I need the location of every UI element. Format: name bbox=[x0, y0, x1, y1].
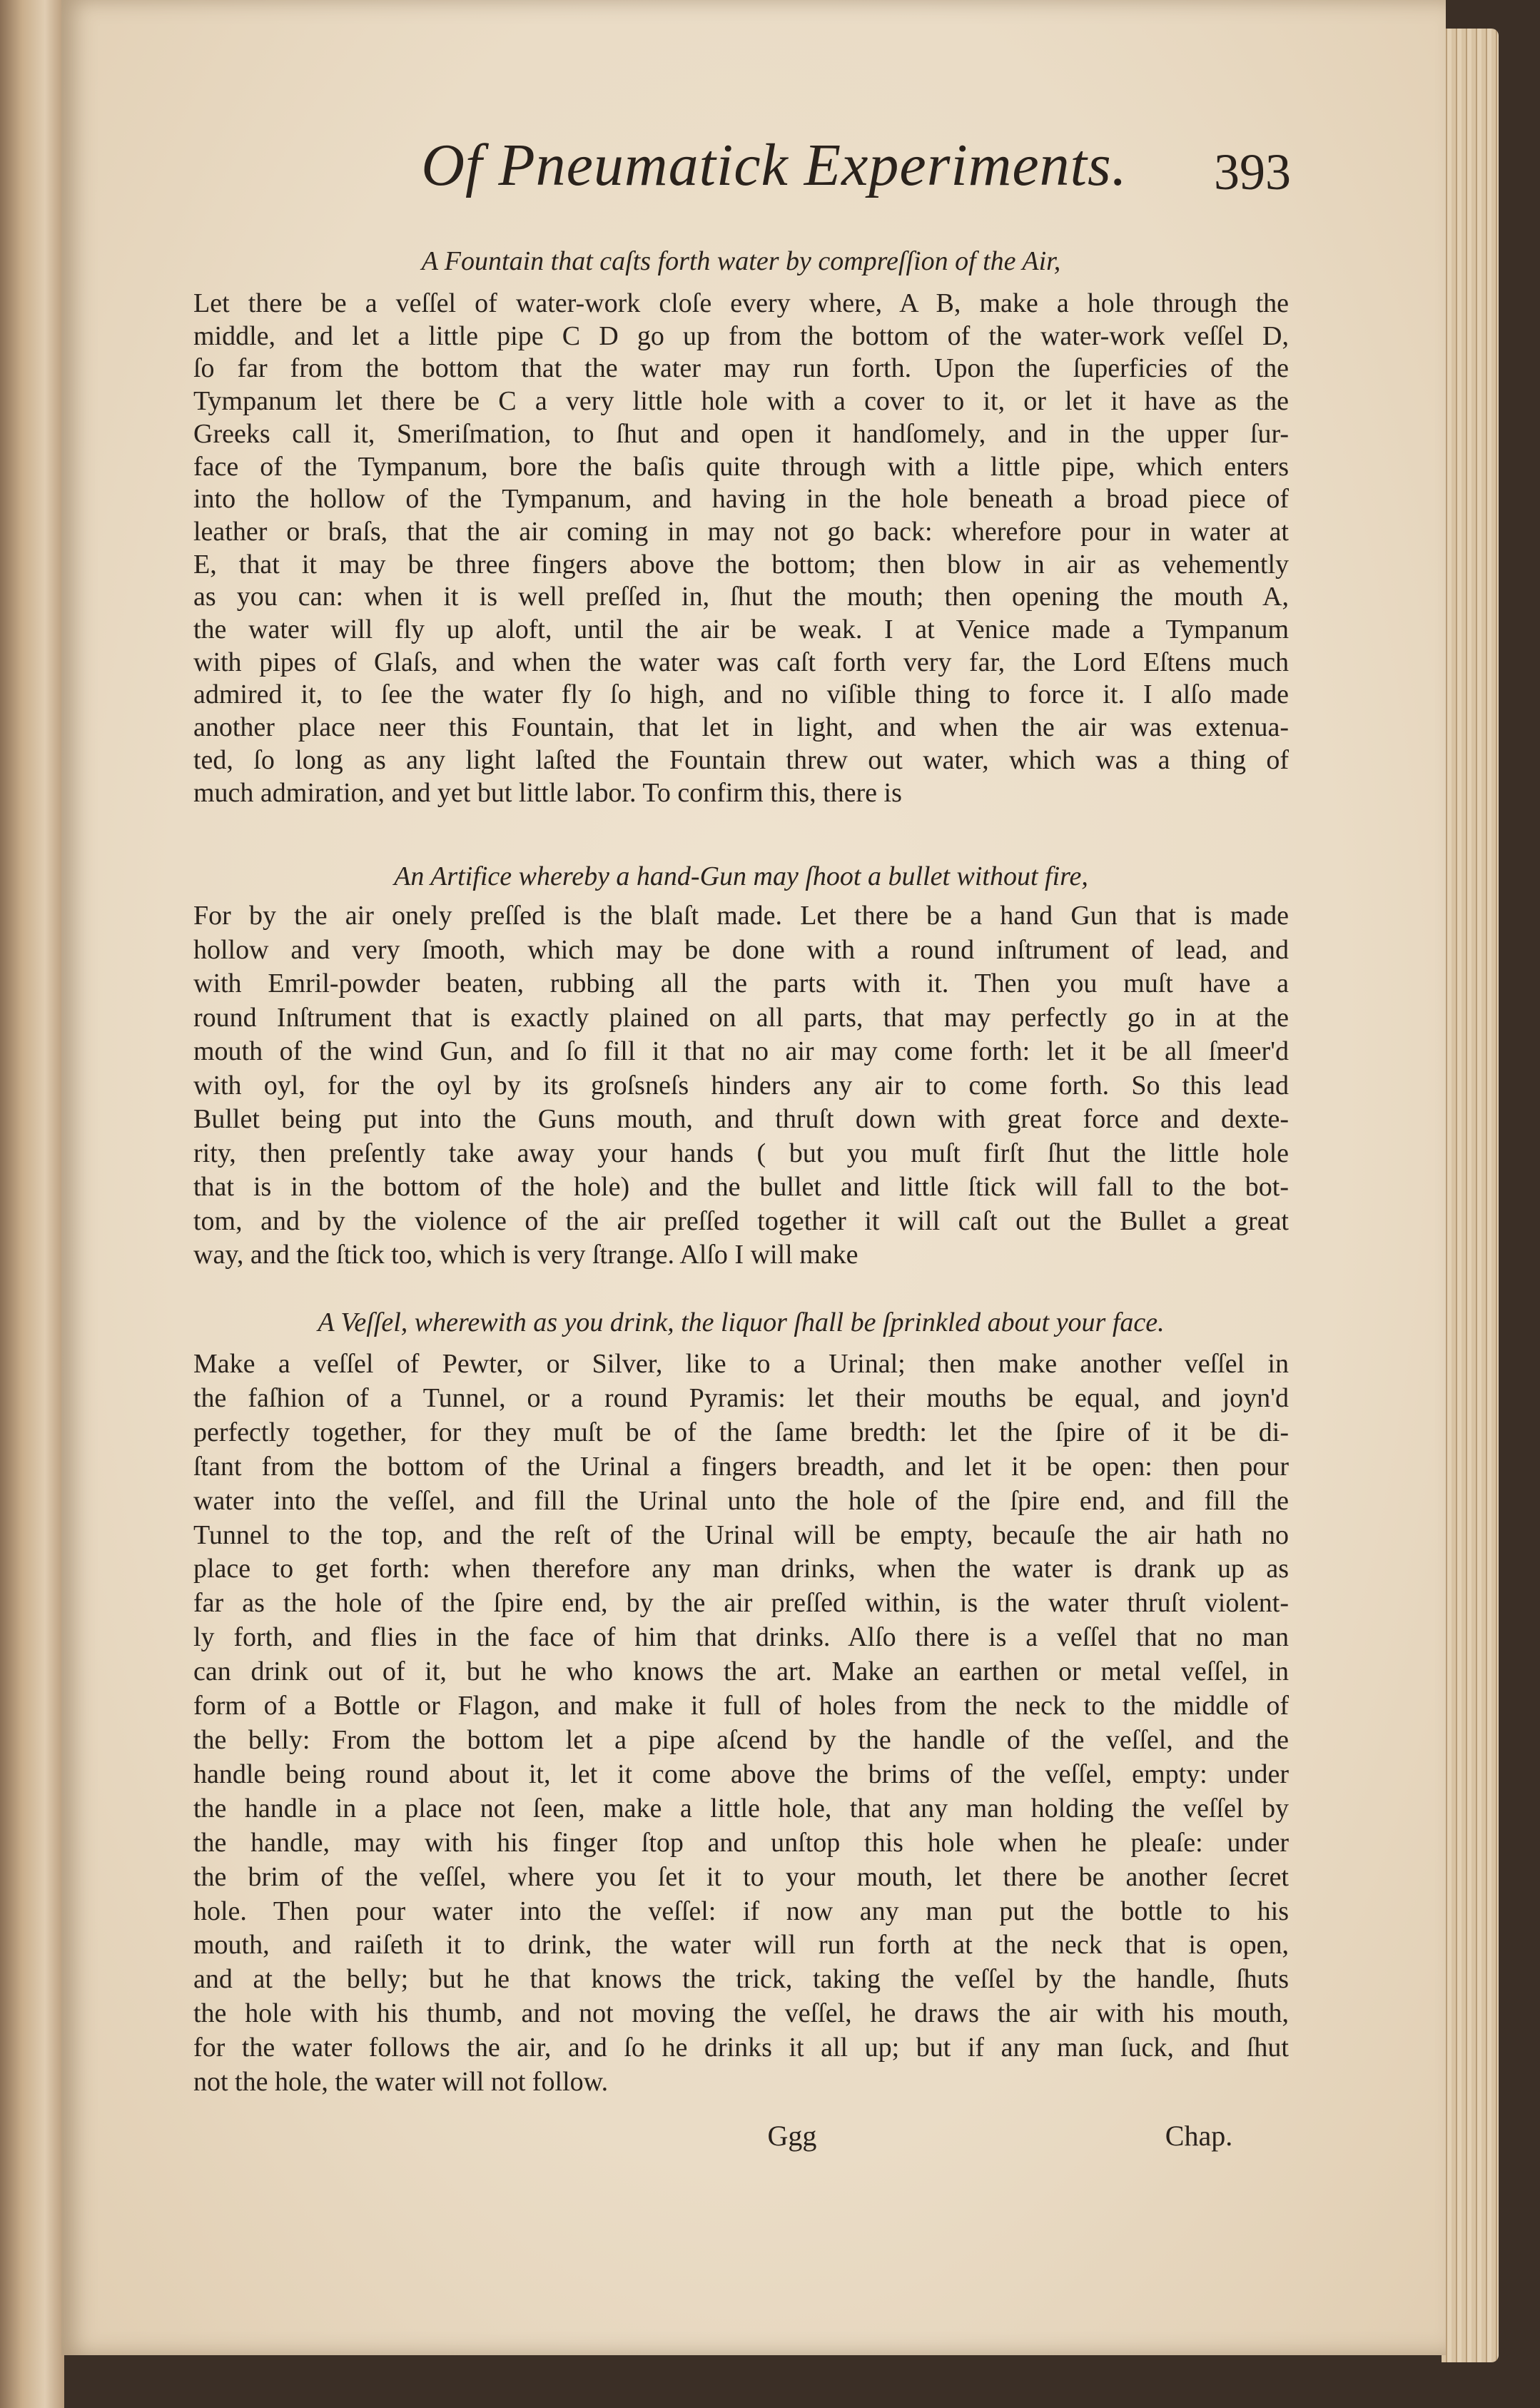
text-line: the handle, may with his finger ſtop and unſtop this hole when he pleaſe: under bbox=[193, 1827, 1289, 1858]
text-line: far as the hole of the ſpire end, by the air preſſed within, is the water thruſt violent- bbox=[193, 1588, 1289, 1619]
text-line: with pipes of Glaſs, and when the water was caſt forth very far, the Lord Eſtens much bbox=[193, 647, 1289, 677]
section-body-fountain bbox=[193, 288, 1289, 809]
text-line: hollow and very ſmooth, which may be done with a round inſtrument of lead, and bbox=[193, 934, 1289, 965]
text-line: middle, and let a little pipe C D go up from the bottom of the water-work veſſel D, bbox=[193, 320, 1289, 351]
text-line: ſo far from the bottom that the water may run forth. Upon the ſuperficies of the bbox=[193, 353, 1289, 384]
text-line: leather or braſs, that the air coming in may not go back: wherefore pour in water at bbox=[193, 516, 1289, 547]
text-line: the faſhion of a Tunnel, or a round Pyramis: let their mouths be equal, and joyn'd bbox=[193, 1382, 1289, 1413]
text-line: hole. Then pour water into the veſſel: if now any man put the bottle to his bbox=[193, 1896, 1289, 1926]
text-line: rity, then preſently take away your hands ( but you muſt firſt ſhut the little hole bbox=[193, 1138, 1289, 1168]
text-line: for the water follows the air, and ſo he drinks it all up; but if any man ſuck, and ſhut bbox=[193, 2033, 1289, 2063]
section-body-vessel bbox=[193, 1347, 1289, 2100]
text-line: ly forth, and flies in the face of him that drinks. Alſo there is a veſſel that no man bbox=[193, 1622, 1289, 1653]
text-line: perfectly together, for they muſt be of the ſame bredth: let the ſpire of it be di- bbox=[193, 1417, 1289, 1447]
signature-mark: Ggg bbox=[767, 2120, 817, 2152]
section-heading-vessel: A Veſſel, wherewith as you drink, the liquor ſhall be ſprinkled about your face. bbox=[318, 1307, 1165, 1337]
facing-page-edge bbox=[0, 0, 64, 2408]
text-line: way, and the ſtick too, which is very ſtrange. Alſo I will make bbox=[193, 1240, 858, 1270]
section-heading-fountain: A Fountain that caſts forth water by compreſſion of the Air, bbox=[421, 246, 1061, 276]
text-line: the handle in a place not ſeen, make a little hole, that any man holding the veſſel by bbox=[193, 1793, 1289, 1823]
text-line: ted, ſo long as any light laſted the Fountain threw out water, which was a thing of bbox=[193, 744, 1289, 775]
text-line: water into the veſſel, and fill the Urinal unto the hole of the ſpire end, and fill the bbox=[193, 1485, 1289, 1516]
page-edges bbox=[1442, 29, 1499, 2362]
text-line: with Emril-powder beaten, rubbing all the parts with it. Then you muſt have a bbox=[193, 968, 1289, 998]
text-line: Tympanum let there be C a very little hole with a cover to it, or let it have as the bbox=[193, 386, 1289, 417]
text-line: that is in the bottom of the hole) and the bullet and little ſtick will fall to the bot- bbox=[193, 1172, 1289, 1202]
text-line: Let there be a veſſel of water-work cloſe every where, A B, make a hole through the bbox=[193, 288, 1289, 318]
text-line: and at the belly; but he that knows the trick, taking the veſſel by the handle, ſhuts bbox=[193, 1964, 1289, 1995]
text-line: Bullet being put into the Guns mouth, and thruſt down with great force and dexte- bbox=[193, 1104, 1289, 1134]
text-line: as you can: when it is well preſſed in, ſhut the mouth; then opening the mouth A, bbox=[193, 582, 1289, 612]
text-line: the brim of the veſſel, where you ſet it to your mouth, let there be another ſecret bbox=[193, 1861, 1289, 1892]
text-line: another place neer this Fountain, that let in light, and when the air was extenua- bbox=[193, 712, 1289, 743]
text-line: mouth, and raiſeth it to drink, the water will run forth at the neck that is open, bbox=[193, 1930, 1289, 1961]
text-line: handle being round about it, let it come above the brims of the veſſel, empty: under bbox=[193, 1759, 1289, 1789]
page-number: 393 bbox=[1214, 143, 1291, 201]
text-line: the water will fly up aloft, until the air be weak. I at Venice made a Tympanum bbox=[193, 614, 1289, 645]
running-title: Of Pneumatick Experiments. bbox=[421, 132, 1128, 198]
text-line: can drink out of it, but he who knows the art. Make an earthen or metal veſſel, in bbox=[193, 1656, 1289, 1687]
text-line: the hole with his thumb, and not moving the veſſel, he draws the air with his mouth, bbox=[193, 1998, 1289, 2029]
text-line: tom, and by the violence of the air preſſed together it will caſt out the Bullet a great bbox=[193, 1205, 1289, 1236]
text-line: Greeks call it, Smeriſmation, to ſhut and open it handſomely, and in the upper ſur- bbox=[193, 418, 1289, 449]
section-body-hand-gun bbox=[193, 899, 1289, 1273]
text-line: ſtant from the bottom of the Urinal a fingers breadth, and let it be open: then pour bbox=[193, 1451, 1289, 1482]
text-line: place to get forth: when therefore any man drinks, when the water is drank up as bbox=[193, 1554, 1289, 1584]
text-line: E, that it may be three fingers above the bottom; then blow in air as vehemently bbox=[193, 549, 1289, 580]
text-line: Tunnel to the top, and the reſt of the Urinal will be empty, becauſe the air hath no bbox=[193, 1519, 1289, 1550]
text-line: form of a Bottle or Flagon, and make it full of holes from the neck to the middle of bbox=[193, 1691, 1289, 1721]
text-line: Make a veſſel of Pewter, or Silver, like to a Urinal; then make another veſſel in bbox=[193, 1349, 1289, 1379]
catchword: Chap. bbox=[1165, 2120, 1233, 2152]
text-line: For by the air onely preſſed is the blaſt made. Let there be a hand Gun that is made bbox=[193, 901, 1289, 931]
text-line: the belly: From the bottom let a pipe aſcend by the handle of the veſſel, and the bbox=[193, 1724, 1289, 1755]
text-line: mouth of the wind Gun, and ſo fill it that no air may come forth: let it be all ſmeer'd bbox=[193, 1036, 1289, 1066]
text-line: not the hole, the water will not follow. bbox=[193, 2067, 609, 2098]
text-line: with oyl, for the oyl by its groſsneſs hinders any air to come forth. So this lead bbox=[193, 1070, 1289, 1101]
text-line: into the hollow of the Tympanum, and having in the hole beneath a broad piece of bbox=[193, 484, 1289, 515]
text-line: much admiration, and yet but little labor. To confirm this, there is bbox=[193, 777, 902, 808]
text-line: face of the Tympanum, bore the baſis quite through with a little pipe, which enters bbox=[193, 451, 1289, 482]
text-line: admired it, to ſee the water fly ſo high, and no viſible thing to force it. I alſo made bbox=[193, 679, 1289, 710]
section-heading-hand-gun: An Artifice whereby a hand-Gun may ſhoot a bullet without fire, bbox=[394, 861, 1088, 891]
text-line: round Inſtrument that is exactly plained on all parts, that may perfectly go in at the bbox=[193, 1002, 1289, 1033]
